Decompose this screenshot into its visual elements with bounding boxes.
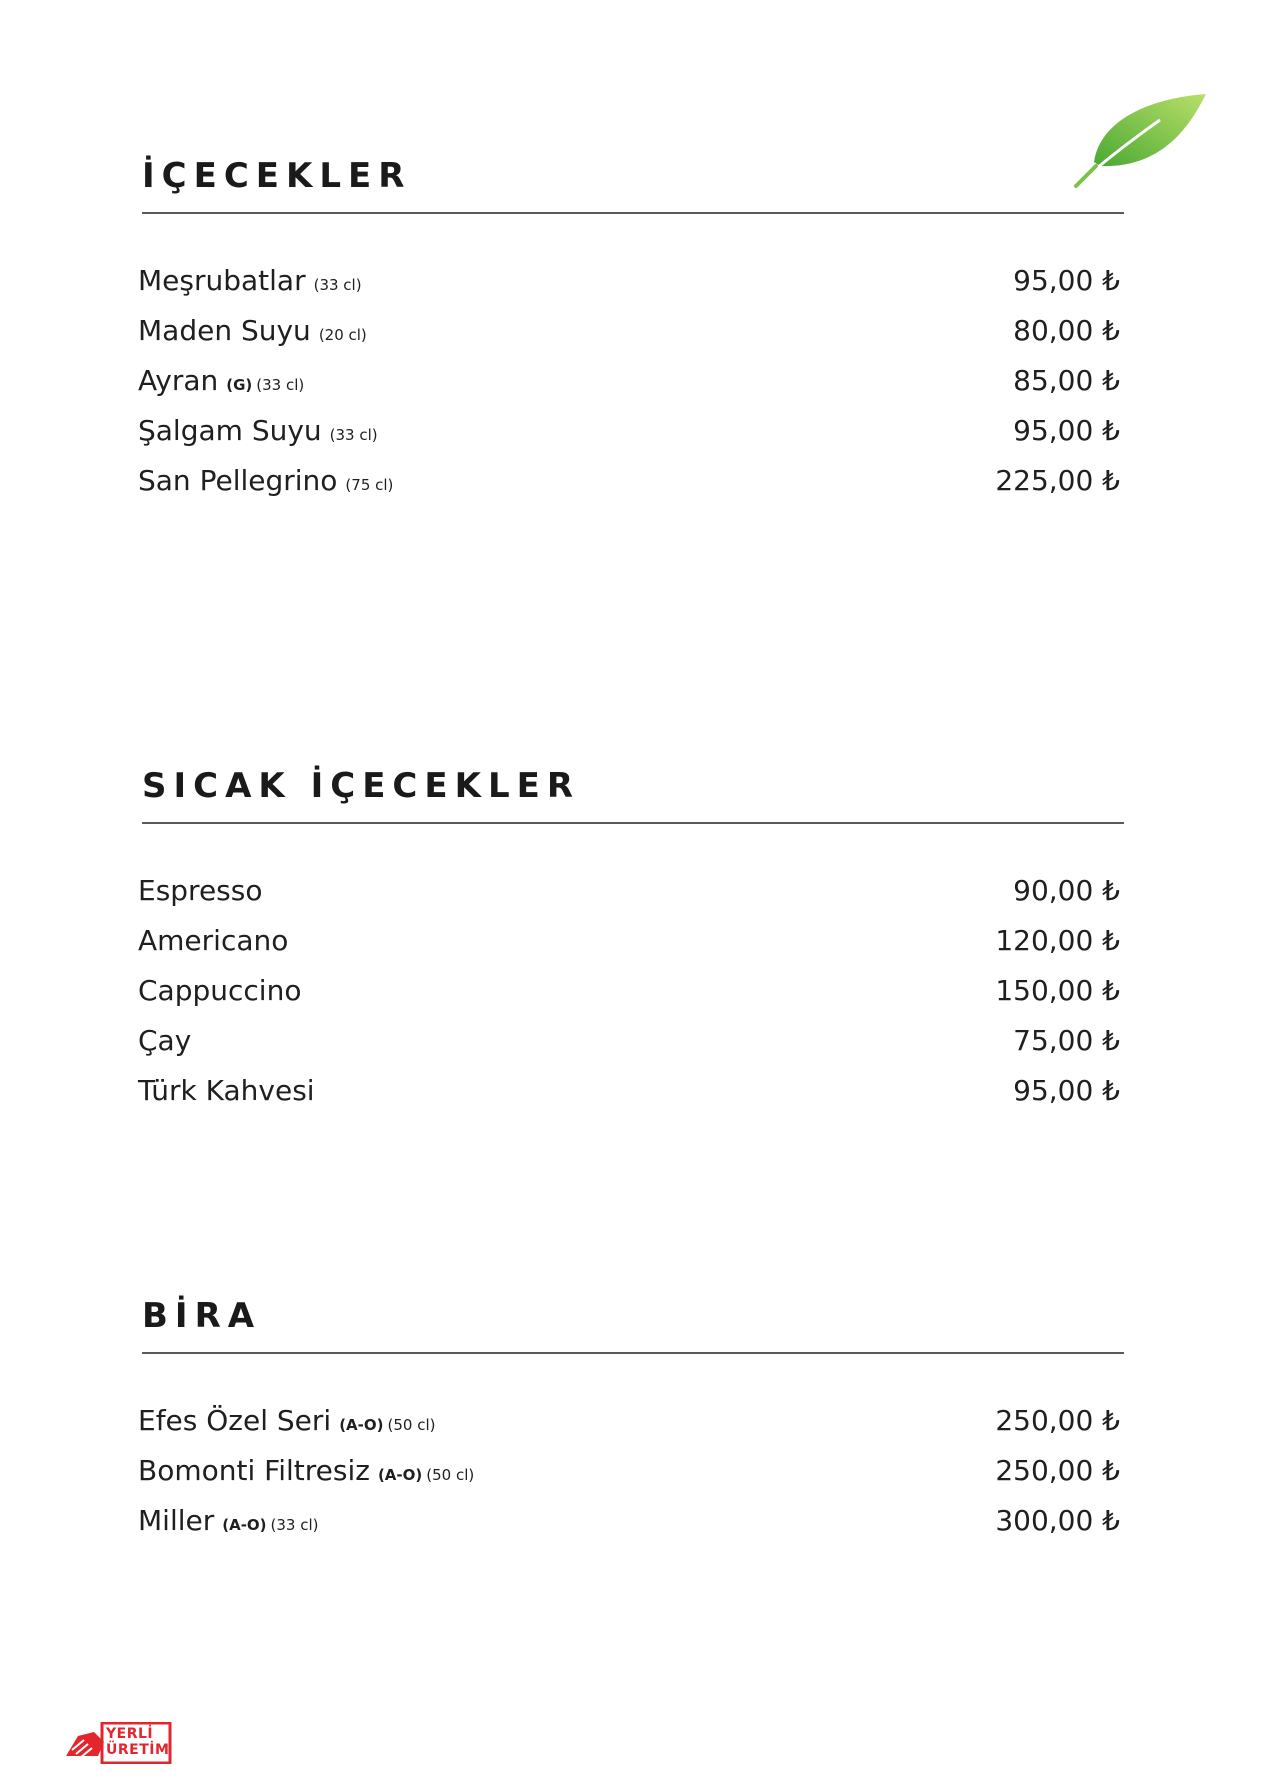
item-name: Türk Kahvesi: [138, 1074, 315, 1107]
menu-item: [138, 1404, 1124, 1454]
item-volume: (33 cl): [256, 376, 305, 394]
section-sicak-icecekler: [138, 760, 1124, 1124]
section-title: İÇECEKLER: [142, 156, 412, 196]
item-label: [138, 974, 301, 1007]
item-label: [138, 1024, 191, 1057]
item-name: Maden Suyu: [138, 314, 311, 347]
item-price: 75,00 ₺: [1013, 1024, 1120, 1057]
item-name: Cappuccino: [138, 974, 302, 1007]
item-label: [138, 314, 367, 347]
item-volume: (33 cl): [329, 426, 378, 444]
menu-item: [138, 974, 1124, 1024]
item-name: Miller: [138, 1504, 215, 1537]
item-label: [138, 1504, 319, 1537]
menu-item: [138, 874, 1124, 924]
section-title: SICAK İÇECEKLER: [142, 766, 581, 806]
section-title: BİRA: [142, 1296, 262, 1336]
badge-line-2: ÜRETİM: [106, 1742, 170, 1758]
section-divider: [142, 1352, 1124, 1354]
item-price: 95,00 ₺: [1013, 414, 1120, 447]
item-label: [138, 414, 378, 447]
item-name: San Pellegrino: [138, 464, 338, 497]
menu-item: [138, 364, 1124, 414]
menu-item: [138, 924, 1124, 974]
item-name: Çay: [138, 1024, 192, 1057]
menu-item: [138, 1074, 1124, 1124]
item-label: [138, 874, 262, 907]
item-name: Espresso: [138, 874, 263, 907]
badge-line-1: YERLİ: [106, 1726, 154, 1742]
menu-item: [138, 264, 1124, 314]
menu-item: [138, 464, 1124, 514]
item-price: 250,00 ₺: [995, 1454, 1120, 1487]
item-label: [138, 1404, 435, 1437]
item-list: [138, 874, 1124, 1124]
item-label: [138, 264, 362, 297]
item-price: 85,00 ₺: [1013, 364, 1120, 397]
section-divider: [142, 212, 1124, 214]
menu-item: [138, 1454, 1124, 1504]
item-price: 80,00 ₺: [1013, 314, 1120, 347]
item-label: [138, 1454, 474, 1487]
badge-text: [106, 1726, 169, 1758]
item-volume: (33 cl): [270, 1516, 319, 1534]
item-price: 225,00 ₺: [995, 464, 1120, 497]
item-price: 95,00 ₺: [1013, 264, 1120, 297]
item-allergen-tag: (A-O): [339, 1416, 384, 1434]
item-name: Meşrubatlar: [138, 264, 306, 297]
item-label: [138, 464, 393, 497]
item-name: Efes Özel Seri: [138, 1404, 332, 1437]
section-icecekler: [138, 150, 1124, 514]
item-allergen-tag: (G): [226, 376, 253, 394]
item-price: 120,00 ₺: [995, 924, 1120, 957]
section-bira: [138, 1290, 1124, 1554]
item-list: [138, 264, 1124, 514]
menu-item: [138, 414, 1124, 464]
menu-item: [138, 1504, 1124, 1554]
item-name: Americano: [138, 924, 289, 957]
item-price: 95,00 ₺: [1013, 1074, 1120, 1107]
item-label: [138, 924, 288, 957]
item-volume: (50 cl): [387, 1416, 436, 1434]
item-price: 90,00 ₺: [1013, 874, 1120, 907]
item-name: Bomonti Filtresiz: [138, 1454, 370, 1487]
item-volume: (20 cl): [318, 326, 367, 344]
item-volume: (33 cl): [313, 276, 362, 294]
item-volume: (75 cl): [345, 476, 394, 494]
item-price: 150,00 ₺: [995, 974, 1120, 1007]
item-volume: (50 cl): [426, 1466, 475, 1484]
item-name: Şalgam Suyu: [138, 414, 322, 447]
item-allergen-tag: (A-O): [377, 1466, 423, 1484]
yerli-uretim-badge: [64, 1722, 172, 1764]
item-label: [138, 364, 304, 397]
item-allergen-tag: (A-O): [222, 1516, 267, 1534]
menu-item: [138, 1024, 1124, 1074]
item-name: Ayran: [138, 364, 219, 397]
item-list: [138, 1404, 1124, 1554]
menu-item: [138, 314, 1124, 364]
section-divider: [142, 822, 1124, 824]
item-price: 300,00 ₺: [995, 1504, 1120, 1537]
item-label: [138, 1074, 315, 1107]
item-price: 250,00 ₺: [995, 1404, 1120, 1437]
